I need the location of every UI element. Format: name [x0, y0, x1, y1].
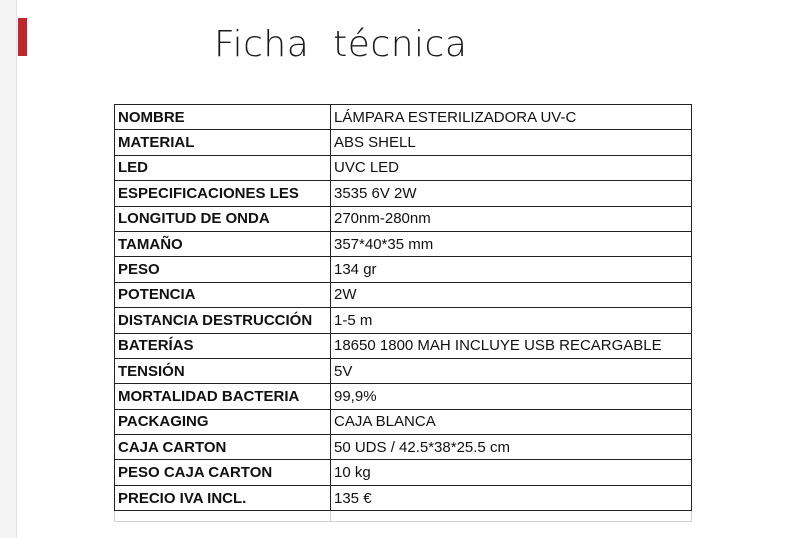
spec-label: TAMAÑO — [115, 231, 331, 256]
table-row — [115, 206, 692, 231]
spec-value: 2W — [331, 282, 692, 307]
spec-label: POTENCIA — [115, 282, 331, 307]
spec-value: 357*40*35 mm — [331, 231, 692, 256]
spec-table — [114, 104, 692, 522]
spec-label: ESPECIFICACIONES LES — [115, 181, 331, 206]
table-row — [115, 485, 692, 510]
spec-label: PESO CAJA CARTON — [115, 460, 331, 485]
table-row — [115, 333, 692, 358]
table-row — [115, 435, 692, 460]
spec-value: ABS SHELL — [331, 130, 692, 155]
spec-label: LONGITUD DE ONDA — [115, 206, 331, 231]
spec-label: NOMBRE — [115, 105, 331, 130]
table-row — [115, 130, 692, 155]
spec-label: DISTANCIA DESTRUCCIÓN — [115, 308, 331, 333]
table-row — [115, 308, 692, 333]
table-row — [115, 409, 692, 434]
table-row — [115, 358, 692, 383]
page-margin-strip — [0, 0, 17, 538]
spec-label: PACKAGING — [115, 409, 331, 434]
table-row — [115, 155, 692, 180]
spec-value: LÁMPARA ESTERILIZADORA UV-C — [331, 105, 692, 130]
empty-cell-left — [115, 511, 331, 522]
spec-label: BATERÍAS — [115, 333, 331, 358]
spec-value: 135 € — [331, 485, 692, 510]
empty-table-row — [115, 511, 692, 522]
table-row — [115, 384, 692, 409]
spec-value: 134 gr — [331, 257, 692, 282]
spec-value: 99,9% — [331, 384, 692, 409]
table-row — [115, 460, 692, 485]
spec-value: 270nm-280nm — [331, 206, 692, 231]
spec-label: PESO — [115, 257, 331, 282]
spec-label: LED — [115, 155, 331, 180]
spec-label: PRECIO IVA INCL. — [115, 485, 331, 510]
spec-value: 10 kg — [331, 460, 692, 485]
table-row — [115, 181, 692, 206]
spec-value: 3535 6V 2W — [331, 181, 692, 206]
spec-value: CAJA BLANCA — [331, 409, 692, 434]
spec-label: MATERIAL — [115, 130, 331, 155]
table-row — [115, 282, 692, 307]
table-row — [115, 105, 692, 130]
spec-label: CAJA CARTON — [115, 435, 331, 460]
spec-label: TENSIÓN — [115, 358, 331, 383]
empty-cell-right — [331, 511, 692, 522]
spec-label: MORTALIDAD BACTERIA — [115, 384, 331, 409]
page-title: Ficha técnica — [214, 24, 468, 65]
spec-value: 50 UDS / 42.5*38*25.5 cm — [331, 435, 692, 460]
accent-bar — [18, 18, 27, 56]
table-row — [115, 231, 692, 256]
spec-value: 18650 1800 MAH INCLUYE USB RECARGABLE — [331, 333, 692, 358]
spec-value: 1-5 m — [331, 308, 692, 333]
spec-value: UVC LED — [331, 155, 692, 180]
spec-table-body — [115, 105, 692, 522]
spec-value: 5V — [331, 358, 692, 383]
table-row — [115, 257, 692, 282]
